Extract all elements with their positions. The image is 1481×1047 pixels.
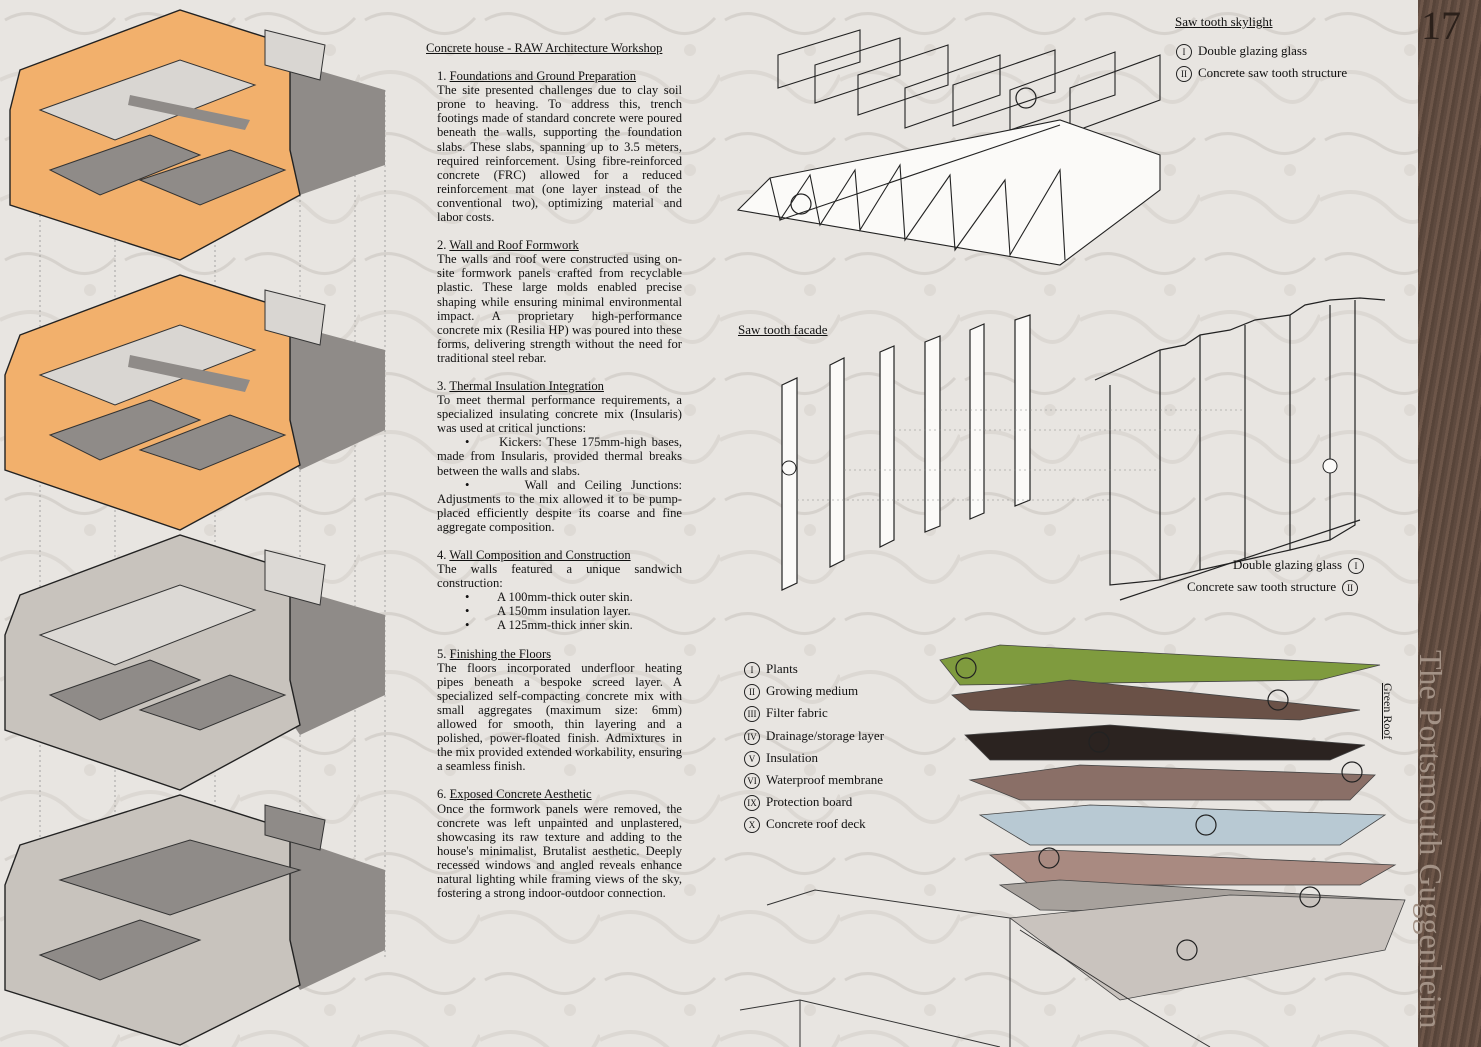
- section-wall-composition: [437, 548, 682, 633]
- bullet-item: • A 125mm-thick inner skin.: [465, 618, 633, 633]
- facade-legend-item: Double glazing glass I: [1233, 557, 1364, 574]
- section-heading: 6. Exposed Concrete Aesthetic: [437, 787, 592, 802]
- article-title: Concrete house - RAW Architecture Workshop: [426, 41, 663, 55]
- section-body: To meet thermal performance requirements, a specialized insulating concrete mix (Insularis) was used at critical junctions:: [437, 393, 682, 436]
- section-foundations: [437, 69, 682, 224]
- section-formwork: [437, 238, 682, 365]
- section-heading: 4. Wall Composition and Construction: [437, 548, 631, 562]
- section-heading: 2. Wall and Roof Formwork: [437, 238, 579, 253]
- section-heading: 5. Finishing the Floors: [437, 646, 552, 661]
- bullet-item: • A 100mm-thick outer skin.: [465, 590, 633, 605]
- bullet-item: • A 150mm insulation layer.: [465, 604, 631, 619]
- section-heading: 3. Thermal Insulation Integration: [437, 378, 604, 393]
- page-number: 17: [1421, 3, 1461, 48]
- section-body: Once the formwork panels were removed, the concrete was left unpainted and unplastered, showcasing its raw texture and adding to the house's minimalist, Brutalist aesthetic. Deeply recessed windows and angled reveals enhance natural lighting while framing views of the sky, fostering a strong indoor-outdoor connection.: [437, 801, 682, 901]
- section-floors: [437, 647, 682, 774]
- section-body: The walls and roof were constructed using on-site formwork panels crafted from recyclable plastic. These large molds enabled precise shaping while ensuring minimal environmental impact. A proprietary high-performance concrete mix (Resilia HP) was poured into these forms, delivering strength without the need for traditional steel rebar.: [437, 252, 682, 365]
- skylight-caption: Saw tooth skylight: [1175, 14, 1273, 29]
- skylight-legend-item: II Concrete saw tooth structure: [1176, 65, 1347, 82]
- green-roof-legend-item: I Plants: [744, 661, 884, 683]
- bullet-item: • Kickers: These 175mm-high bases, made from Insularis, provided thermal breaks between the walls and slabs.: [437, 435, 682, 478]
- section-body: The walls featured a unique sandwich construction:: [437, 562, 682, 591]
- section-heading: 1. Foundations and Ground Preparation: [437, 69, 637, 84]
- article: [426, 41, 682, 901]
- green-roof-legend: [744, 661, 884, 839]
- green-roof-legend-item: III Filter fabric: [744, 705, 884, 727]
- facade-caption: Saw tooth facade: [738, 322, 828, 337]
- section-body: The floors incorporated underfloor heating pipes beneath a bespoke screed layer. A specialized self-compacting concrete mix with small aggregates (maximum size: 6mm) allowed for smooth, thin layering and a polished, power-floated finish. Admixtures in the mix provided extended workability, ensuring a seamless finish.: [437, 660, 682, 774]
- bullet-item: • Wall and Ceiling Junctions: Adjustments to the mix allowed it to be pump-placed efficiently despite its coarse and fine aggregate composition.: [437, 477, 682, 534]
- green-roof-legend-item: II Growing medium: [744, 683, 884, 705]
- green-roof-legend-item: IV Drainage/storage layer: [744, 728, 884, 750]
- section-body: The site presented challenges due to clay soil prone to heaving. To address this, trench footings made of standard concrete were poured beneath the walls, supporting the foundation slabs. These slabs, spanning up to 3.5 meters, required reinforcement. Using fibre-reinforced concrete (FRC) allowed for a reduced reinforcement mat (one layer instead of the conventional two), optimizing material and labor costs.: [437, 83, 682, 225]
- section-insulation: [437, 379, 682, 534]
- green-roof-legend-item: V Insulation: [744, 750, 884, 772]
- skylight-legend-item: I Double glazing glass: [1176, 43, 1307, 60]
- facade-legend-item: Concrete saw tooth structure II: [1187, 579, 1358, 596]
- green-roof-legend-item: VI Waterproof membrane: [744, 772, 884, 794]
- green-roof-caption: Green Roof: [1381, 683, 1395, 740]
- green-roof-legend-item: X Concrete roof deck: [744, 816, 884, 838]
- green-roof-legend-item: IX Protection board: [744, 794, 884, 816]
- document-title: The Portsmouth Guggenheim: [1413, 650, 1449, 1029]
- section-aesthetic: [437, 787, 682, 900]
